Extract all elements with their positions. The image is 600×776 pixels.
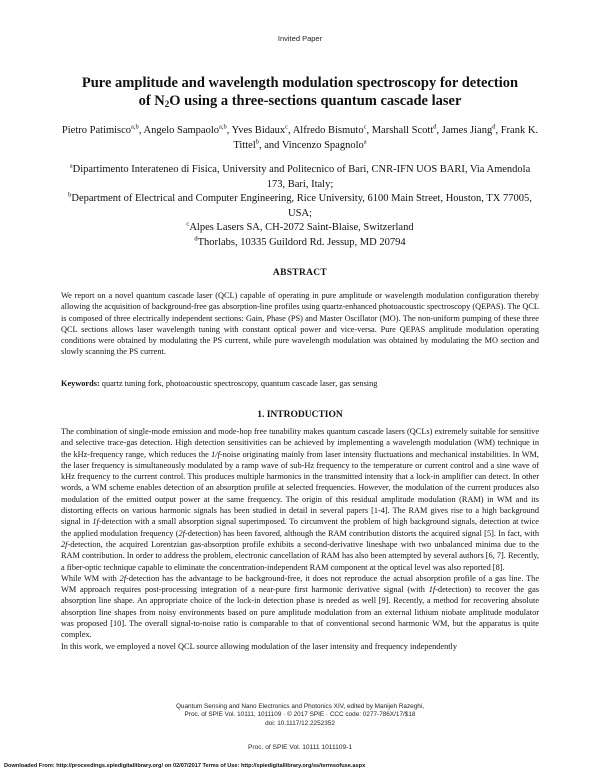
author-name: Angelo Sampaolo (143, 125, 220, 136)
affiliation-item: $^d$Thorlabs, 10335 Guildord Rd. Jessup, MD 20794 (194, 235, 406, 248)
author-affiliation-mark: d (492, 123, 496, 131)
introduction-paragraph-3: In this work, we employed a novel QCL source allowing modulation of the laser intensity and frequency independently (61, 641, 457, 651)
title-line-1: Pure amplitude and wavelength modulation spectroscopy for detection (81, 75, 519, 91)
affiliation-list (60, 163, 540, 250)
author-list: Pietro Patimisco$^{a,b}$, Angelo Sampaolo$^{a,b}$, Yves Bidaux$^c$, Alfredo Bismuto$^c$, Marshall Scott$^d$, James Jiang$^d$, Frank K. Tittel$^b$, and Vincenzo Spagnolo$^a$ (61, 123, 539, 151)
invited-paper-label: Invited Paper (277, 34, 323, 43)
author-affiliation-mark: a,b (219, 123, 227, 131)
author-affiliation-mark: a (363, 138, 367, 145)
introduction-heading: 1. INTRODUCTION (257, 410, 343, 420)
author-name: Yves Bidaux (231, 125, 286, 136)
author-name: Frank K. Tittel (233, 125, 539, 151)
author-name: Marshall Scott (371, 125, 434, 136)
author-affiliation-mark: c (285, 123, 289, 131)
author-name: Vincenzo Spagnolo (281, 139, 364, 151)
introduction-paragraph-1: The combination of single-mode emission and mode-hop free tunability makes quantum cascade lasers (QCLs) extremely suitable for sensitive and selective trace-gas detection. High detection sensitivities can be achieved by implementing a wavelength modulation (WM) technique in the kHz-frequency range, which reduces the 1/f-noise originating mainly from laser intensity fluctuations and mechanical instabilities. In WM, the laser frequency is simultaneously modulated by a ramp wave of sub-Hz frequency to the temperature or current control and a sine wave of kHz frequency to the current control. This produces multiple harmonics in the transmitted intensity that a lock-in amplifier can detect. In other words, a WM scheme enables detection of an absorption profile at selected frequencies. However, the modulation of the current produces also modulation of the emitted output power at the same frequency. The origin of this residual amplitude modulation (RAM) in WM and its distorting effects on various harmonic signals has been studied in detail in several papers [1-4]. The RAM gives rise to a high background signal in 1f-detection with a small absorption signal superimposed. To circumvent the problem of high background signals, detection at twice the applied modulation frequency (2f-detection) has been favored, although the RAM contribution distorts the acquired signal [5]. In fact, with 2f-detection, the acquired Lorentzian gas-absorption profile exhibits a second-derivative lineshape with two unbalanced minima due to the RAM contribution. In order to address the problem, electronic cancellation of RAM has also been attempted by several authors [6, 7]. Recently, a fiber-optic technique capable to eliminate the concentration-independent RAM component at the optical level was also reported [8]. (61, 427, 539, 572)
author-affiliation-mark: d (433, 123, 437, 131)
affiliation-item: $^b$Department of Electrical and Computer Engineering, Rice University, 6100 Main Street, Houston, TX 77005, USA; (68, 191, 532, 219)
author-affiliation-mark: a,b (131, 123, 139, 131)
introduction-text (61, 426, 539, 652)
keywords (61, 378, 539, 389)
keywords-text: quartz tuning fork, photoacoustic spectroscopy, quantum cascade laser, gas sensing (101, 379, 378, 388)
page-number: Proc. of SPIE Vol. 10111 1011109-1 (248, 744, 352, 751)
author-name: Pietro Patimisco (61, 125, 132, 136)
title-line-2: of $N_2O$ using a three-sections quantum cascade laser (138, 93, 462, 109)
author-name: James Jiang (441, 125, 493, 136)
download-notice: Downloaded From: http://proceedings.spiedigitallibrary.org/ on 02/07/2017 Terms of Use: http://spiedigitallibrary.org/ss/termsofuse.aspx (4, 763, 366, 769)
author-affiliation-mark: b (255, 138, 259, 145)
affiliation-item: $^a$Dipartimento Interateneo di Fisica, University and Politecnico of Bari, CNR-IFN UOS BARI, Via Amendola 173, Bari, Italy; (69, 162, 531, 190)
conference-footer: Quantum Sensing and Nano Electronics and Photonics XIV, edited by Manijeh Razeghi, Proc. of SPIE Vol. 10111, 1011109 · © 2017 SPIE · CCC code: 0277-786X/17/$18 doi: 10.1117/12.2252352 (175, 703, 425, 727)
keywords-label: Keywords: (61, 379, 100, 388)
author-name: Alfredo Bismuto (292, 125, 364, 136)
abstract-text: We report on a novel quantum cascade laser (QCL) capable of operating in pure amplitude or wavelength modulation configuration thereby allowing the acquisition of background-free gas absorption-line profiles using quartz-enhanced photoacoustic spectroscopy (QEPAS). The QCL is composed of three electrically independent sections: Gain, Phase (PS) and Master Oscillator (MO). The non-uniform pumping of these three QCL sections allows laser wavelength tuning with constant optical power and vice-versa. Pure QEPAS amplitude modulation operating conditions were obtained by modulating the PS current, while pure wavelength modulation was obtained by modulating the MO section and slowly scanning the PS current. (61, 291, 539, 357)
author-affiliation-mark: c (363, 123, 367, 131)
abstract-heading: ABSTRACT (272, 268, 328, 278)
introduction-paragraph-2: While WM with 2f-detection has the advantage to be background-free, it does not reproduce the actual absorption profile of a gas line. The WM approach requires post-processing integration of a near-pure first harmonic derivative signal (with 1f-detection) to recover the gas absorption line shape. An appropriate choice of the lock-in detection phase is needed as well [9]. Recently, a method for recovering absolute absorption line shapes from noisy environments based on pure amplitude modulation from an external lithium niobate amplitude modulator was proposed [10]. The overall signal-to-noise ratio is comparable to that of conventional second harmonic WM, but the apparatus is quite complex. (61, 573, 539, 640)
affiliation-item: $^c$Alpes Lasers SA, CH-2072 Saint-Blaise, Switzerland (186, 220, 414, 233)
paper-title (40, 74, 560, 110)
